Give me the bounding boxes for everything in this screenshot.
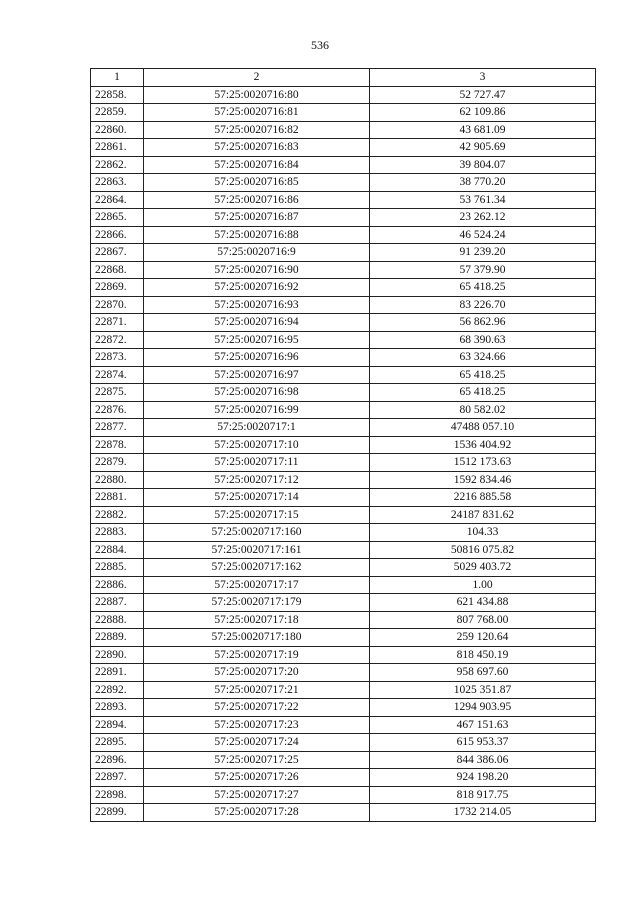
cadastral-value-cell: 53 761.34 [370, 191, 596, 209]
cadastral-number-cell: 57:25:0020717:10 [144, 436, 370, 454]
table-row [91, 401, 596, 419]
column-header-1: 1 [91, 69, 144, 87]
cadastral-number-cell: 57:25:0020716:83 [144, 139, 370, 157]
cadastral-value-cell: 50816 075.82 [370, 541, 596, 559]
cadastral-number-cell: 57:25:0020716:90 [144, 261, 370, 279]
row-number-cell: 22881. [91, 489, 144, 507]
table-row [91, 156, 596, 174]
cadastral-number-cell: 57:25:0020717:179 [144, 594, 370, 612]
cadastral-value-cell: 56 862.96 [370, 314, 596, 332]
table-row [91, 699, 596, 717]
row-number-cell: 22897. [91, 769, 144, 787]
cadastral-number-cell: 57:25:0020717:21 [144, 681, 370, 699]
cadastral-number-cell: 57:25:0020716:98 [144, 384, 370, 402]
table-row [91, 559, 596, 577]
row-number-cell: 22887. [91, 594, 144, 612]
cadastral-number-cell: 57:25:0020717:17 [144, 576, 370, 594]
cadastral-value-cell: 65 418.25 [370, 366, 596, 384]
cadastral-number-cell: 57:25:0020717:20 [144, 664, 370, 682]
column-header-2: 2 [144, 69, 370, 87]
row-number-cell: 22861. [91, 139, 144, 157]
cadastral-number-cell: 57:25:0020717:22 [144, 699, 370, 717]
row-number-cell: 22892. [91, 681, 144, 699]
row-number-cell: 22869. [91, 279, 144, 297]
table-row [91, 594, 596, 612]
row-number-cell: 22868. [91, 261, 144, 279]
table-row [91, 436, 596, 454]
row-number-cell: 22886. [91, 576, 144, 594]
cadastral-value-cell: 65 418.25 [370, 279, 596, 297]
cadastral-number-cell: 57:25:0020716:86 [144, 191, 370, 209]
cadastral-number-cell: 57:25:0020717:26 [144, 769, 370, 787]
cadastral-number-cell: 57:25:0020716:95 [144, 331, 370, 349]
table-row [91, 86, 596, 104]
table-row [91, 384, 596, 402]
cadastral-value-cell: 39 804.07 [370, 156, 596, 174]
cadastral-value-cell: 57 379.90 [370, 261, 596, 279]
row-number-cell: 22883. [91, 524, 144, 542]
cadastral-value-cell: 1536 404.92 [370, 436, 596, 454]
row-number-cell: 22873. [91, 349, 144, 367]
table-row [91, 139, 596, 157]
row-number-cell: 22871. [91, 314, 144, 332]
row-number-cell: 22863. [91, 174, 144, 192]
cadastral-value-cell: 38 770.20 [370, 174, 596, 192]
row-number-cell: 22864. [91, 191, 144, 209]
table-row [91, 279, 596, 297]
row-number-cell: 22867. [91, 244, 144, 262]
cadastral-number-cell: 57:25:0020717:180 [144, 629, 370, 647]
cadastral-value-cell: 46 524.24 [370, 226, 596, 244]
cadastral-number-cell: 57:25:0020716:92 [144, 279, 370, 297]
table-row [91, 349, 596, 367]
cadastral-value-cell: 63 324.66 [370, 349, 596, 367]
cadastral-number-cell: 57:25:0020717:25 [144, 751, 370, 769]
row-number-cell: 22858. [91, 86, 144, 104]
row-number-cell: 22889. [91, 629, 144, 647]
table-row [91, 244, 596, 262]
table-row [91, 104, 596, 122]
cadastral-number-cell: 57:25:0020716:99 [144, 401, 370, 419]
cadastral-number-cell: 57:25:0020717:14 [144, 489, 370, 507]
cadastral-value-cell: 467 151.63 [370, 716, 596, 734]
row-number-cell: 22896. [91, 751, 144, 769]
cadastral-number-cell: 57:25:0020717:24 [144, 734, 370, 752]
cadastral-number-cell: 57:25:0020717:161 [144, 541, 370, 559]
cadastral-value-cell: 807 768.00 [370, 611, 596, 629]
table-row [91, 454, 596, 472]
row-number-cell: 22878. [91, 436, 144, 454]
cadastral-number-cell: 57:25:0020716:93 [144, 296, 370, 314]
cadastral-value-cell: 52 727.47 [370, 86, 596, 104]
column-header-3: 3 [370, 69, 596, 87]
cadastral-number-cell: 57:25:0020716:94 [144, 314, 370, 332]
row-number-cell: 22899. [91, 804, 144, 822]
cadastral-number-cell: 57:25:0020717:160 [144, 524, 370, 542]
row-number-cell: 22894. [91, 716, 144, 734]
cadastral-value-cell: 91 239.20 [370, 244, 596, 262]
cadastral-number-cell: 57:25:0020716:81 [144, 104, 370, 122]
cadastral-value-table [90, 68, 596, 822]
row-number-cell: 22862. [91, 156, 144, 174]
cadastral-number-cell: 57:25:0020717:27 [144, 786, 370, 804]
table-row [91, 121, 596, 139]
cadastral-number-cell: 57:25:0020716:97 [144, 366, 370, 384]
cadastral-value-cell: 259 120.64 [370, 629, 596, 647]
cadastral-value-cell: 958 697.60 [370, 664, 596, 682]
row-number-cell: 22870. [91, 296, 144, 314]
row-number-cell: 22860. [91, 121, 144, 139]
cadastral-value-cell: 615 953.37 [370, 734, 596, 752]
table-row [91, 296, 596, 314]
table-row [91, 366, 596, 384]
row-number-cell: 22880. [91, 471, 144, 489]
cadastral-number-cell: 57:25:0020716:96 [144, 349, 370, 367]
table-row [91, 751, 596, 769]
table-row [91, 611, 596, 629]
row-number-cell: 22866. [91, 226, 144, 244]
cadastral-number-cell: 57:25:0020717:23 [144, 716, 370, 734]
cadastral-number-cell: 57:25:0020716:82 [144, 121, 370, 139]
table-row [91, 646, 596, 664]
cadastral-value-cell: 818 917.75 [370, 786, 596, 804]
row-number-cell: 22874. [91, 366, 144, 384]
cadastral-value-cell: 1025 351.87 [370, 681, 596, 699]
table-row [91, 471, 596, 489]
cadastral-value-cell: 23 262.12 [370, 209, 596, 227]
table-row [91, 629, 596, 647]
cadastral-number-cell: 57:25:0020717:12 [144, 471, 370, 489]
row-number-cell: 22890. [91, 646, 144, 664]
table-row [91, 174, 596, 192]
cadastral-number-cell: 57:25:0020717:15 [144, 506, 370, 524]
table-header-row [91, 69, 596, 87]
table-row [91, 804, 596, 822]
row-number-cell: 22884. [91, 541, 144, 559]
table-row [91, 506, 596, 524]
cadastral-value-cell: 5029 403.72 [370, 559, 596, 577]
cadastral-value-cell: 43 681.09 [370, 121, 596, 139]
row-number-cell: 22877. [91, 419, 144, 437]
cadastral-number-cell: 57:25:0020716:84 [144, 156, 370, 174]
cadastral-value-cell: 42 905.69 [370, 139, 596, 157]
cadastral-value-cell: 818 450.19 [370, 646, 596, 664]
cadastral-value-cell: 844 386.06 [370, 751, 596, 769]
cadastral-value-cell: 1.00 [370, 576, 596, 594]
table-row [91, 664, 596, 682]
table-row [91, 191, 596, 209]
cadastral-value-cell: 65 418.25 [370, 384, 596, 402]
table-row [91, 489, 596, 507]
cadastral-value-cell: 1512 173.63 [370, 454, 596, 472]
cadastral-number-cell: 57:25:0020716:87 [144, 209, 370, 227]
row-number-cell: 22882. [91, 506, 144, 524]
row-number-cell: 22898. [91, 786, 144, 804]
table-row [91, 786, 596, 804]
table-row [91, 524, 596, 542]
cadastral-number-cell: 57:25:0020717:28 [144, 804, 370, 822]
row-number-cell: 22876. [91, 401, 144, 419]
cadastral-value-cell: 47488 057.10 [370, 419, 596, 437]
row-number-cell: 22879. [91, 454, 144, 472]
cadastral-number-cell: 57:25:0020716:80 [144, 86, 370, 104]
table-row [91, 209, 596, 227]
row-number-cell: 22895. [91, 734, 144, 752]
cadastral-value-cell: 1592 834.46 [370, 471, 596, 489]
row-number-cell: 22891. [91, 664, 144, 682]
table-row [91, 261, 596, 279]
cadastral-number-cell: 57:25:0020716:85 [144, 174, 370, 192]
table-row [91, 331, 596, 349]
cadastral-value-cell: 68 390.63 [370, 331, 596, 349]
table-row [91, 226, 596, 244]
table-row [91, 681, 596, 699]
table-row [91, 314, 596, 332]
page-number: 536 [311, 38, 329, 52]
row-number-cell: 22885. [91, 559, 144, 577]
row-number-cell: 22893. [91, 699, 144, 717]
table-row [91, 576, 596, 594]
cadastral-value-cell: 24187 831.62 [370, 506, 596, 524]
cadastral-value-cell: 1294 903.95 [370, 699, 596, 717]
cadastral-value-cell: 62 109.86 [370, 104, 596, 122]
table-row [91, 734, 596, 752]
row-number-cell: 22875. [91, 384, 144, 402]
table-row [91, 716, 596, 734]
cadastral-value-cell: 2216 885.58 [370, 489, 596, 507]
table-body [91, 86, 596, 821]
cadastral-value-cell: 104.33 [370, 524, 596, 542]
cadastral-value-cell: 1732 214.05 [370, 804, 596, 822]
cadastral-number-cell: 57:25:0020717:19 [144, 646, 370, 664]
table-row [91, 541, 596, 559]
cadastral-number-cell: 57:25:0020717:162 [144, 559, 370, 577]
cadastral-value-cell: 621 434.88 [370, 594, 596, 612]
row-number-cell: 22865. [91, 209, 144, 227]
cadastral-number-cell: 57:25:0020716:9 [144, 244, 370, 262]
table-row [91, 769, 596, 787]
cadastral-value-cell: 83 226.70 [370, 296, 596, 314]
cadastral-number-cell: 57:25:0020717:11 [144, 454, 370, 472]
row-number-cell: 22872. [91, 331, 144, 349]
row-number-cell: 22888. [91, 611, 144, 629]
row-number-cell: 22859. [91, 104, 144, 122]
table-row [91, 419, 596, 437]
cadastral-number-cell: 57:25:0020717:1 [144, 419, 370, 437]
cadastral-number-cell: 57:25:0020717:18 [144, 611, 370, 629]
cadastral-value-cell: 80 582.02 [370, 401, 596, 419]
cadastral-value-cell: 924 198.20 [370, 769, 596, 787]
cadastral-number-cell: 57:25:0020716:88 [144, 226, 370, 244]
